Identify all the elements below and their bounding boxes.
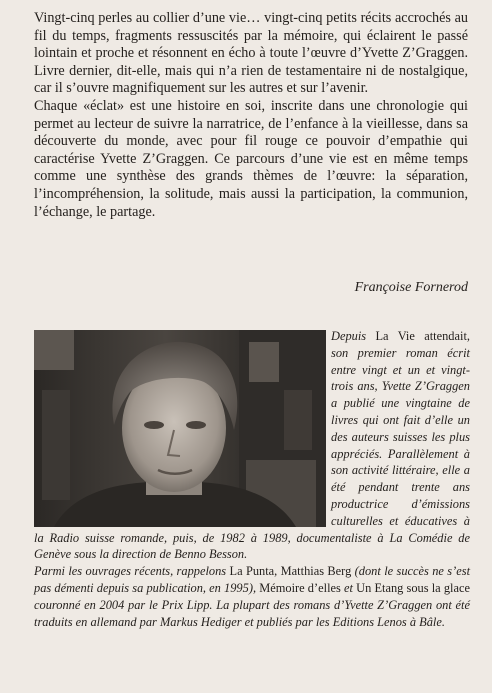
author-bio [34, 328, 470, 630]
blurb-text [34, 10, 468, 221]
bio-text: et [344, 580, 353, 595]
bio-text: (dont le succès ne s’est pas démenti depuis sa publication, en 1995), [34, 564, 471, 595]
book-title: La Punta, Matthias Berg [229, 564, 352, 579]
photo-spacer [34, 328, 331, 528]
bio-paragraph-2 [34, 563, 470, 630]
book-title: La Vie attendait, [375, 329, 470, 343]
blurb-signature: Françoise Fornerod [354, 280, 468, 295]
blurb-paragraph-1: Vingt-cinq perles au collier d’une vie… vingt-cinq petits récits accrochés au fil du temps, fragments ressuscités par la mémoire, qui éclairent le passé lointain et proche et résonnent en écho à toute l’œuvre d’Yvette Z’Graggen. Livre dernier, dit-elle, mais qui n’a rien de testamentaire ni de nostalgique, car il s’ouvre magnifiquement sur les autres et sur l’avenir. [34, 10, 468, 97]
bio-text: Depuis [331, 329, 367, 343]
blurb-paragraph-2: Chaque «éclat» est une histoire en soi, inscrite dans une chronologie qui permet au lecteur de suivre la narratrice, de l’enfance à la vieillesse, dans sa découverte du monde, avec pour fil rouge ce pouvoir d’empathie qui caractérise Yvette Z’Graggen. Ce parcours d’une vie est en même temps comme une synthèse des grands thèmes de l’œuvre: la séparation, l’incompréhension, la solitude, mais aussi la participation, la communion, l’échange, le partage. [34, 97, 468, 220]
book-title: Un Etang sous la glace [356, 580, 470, 595]
book-title: Mémoire d’elles [259, 580, 341, 595]
bio-text: couronné en 2004 par le Prix Lipp. La plupart des romans d’Yvette Z’Graggen ont été traduits en allemand par Markus Hediger et publiés par les Editions Lenos à Bâle. [34, 597, 470, 629]
bio-text: Parmi les ouvrages récents, rappelons [34, 564, 227, 579]
bio-text: son premier roman écrit entre vingt et un et vingt-trois ans, Yvette Z’Graggen a publié une vingtaine de livres qui ont fait d’elle un des auteurs suisses les plus appréciés. Parallèlement à son activité littéraire, elle a été pendant trente ans productrice d’émissions culturelles et éducatives à la Radio suisse romande, puis, de 1982 à 1989, documentaliste à La Comédie de Genève sous la direction de Benno Besson. [34, 345, 470, 562]
